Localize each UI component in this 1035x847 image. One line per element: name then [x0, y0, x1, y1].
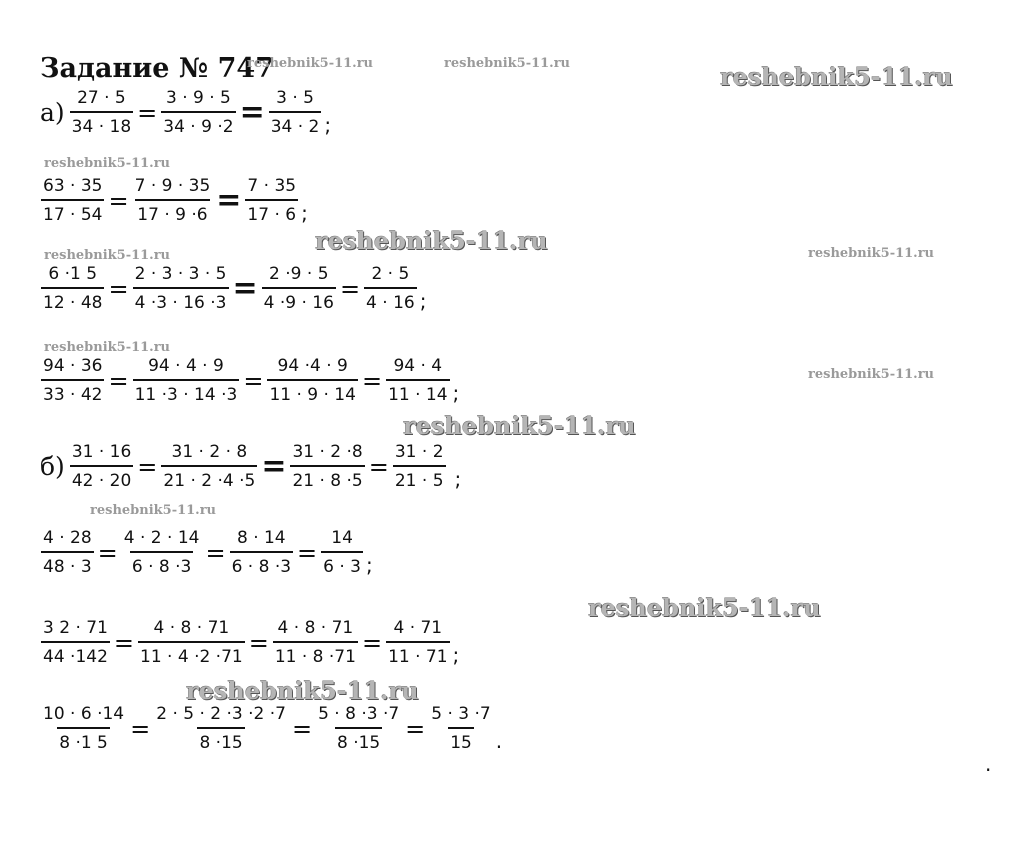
numerator: 94 · 36	[43, 356, 103, 376]
fraction	[272, 618, 359, 667]
numerator: 27 · 5	[77, 88, 126, 108]
denominator: 42 · 20	[70, 465, 133, 491]
denominator: 17 · 9 ·6	[135, 199, 209, 225]
denominator: 11 ·3 · 14 ·3	[133, 379, 240, 405]
fraction	[385, 618, 450, 667]
fraction	[244, 176, 299, 225]
denominator: 17 · 6	[245, 199, 298, 225]
denominator: 4 ·3 · 16 ·3	[133, 287, 229, 313]
denominator: 4 ·9 · 16	[262, 287, 336, 313]
watermark: reshebnik5-11.ru	[808, 367, 935, 382]
numerator: 94 · 4 · 9	[148, 356, 224, 376]
denominator: 6 · 8 ·3	[130, 551, 193, 577]
denominator: 44 ·142	[41, 641, 110, 667]
denominator: 48 · 3	[41, 551, 94, 577]
numerator: 31 · 2 · 8	[171, 442, 248, 462]
equals-sign: =	[361, 628, 383, 657]
watermark: reshebnik5-11.ru	[808, 246, 935, 261]
fraction	[40, 176, 105, 225]
equals-sign: =	[137, 452, 158, 481]
denominator: 15	[448, 727, 474, 753]
numerator: 3 · 5	[276, 88, 314, 108]
numerator: 4 · 8 · 71	[277, 618, 354, 638]
period: .	[495, 729, 503, 753]
denominator: 21 · 2 ·4 ·5	[161, 465, 257, 491]
equals-sign: =	[97, 538, 118, 567]
numerator: 3 2 · 71	[43, 618, 108, 638]
denominator: 12 · 48	[41, 287, 104, 313]
watermark: reshebnik5-11.ru	[44, 248, 171, 263]
fraction	[40, 356, 105, 405]
fraction	[261, 264, 337, 313]
denominator: 34 · 2	[269, 111, 322, 137]
equation-row-b1	[40, 442, 461, 491]
fraction	[132, 264, 230, 313]
numerator: 63 · 35	[43, 176, 103, 196]
fraction	[229, 528, 294, 577]
equals-sign: =	[405, 714, 426, 743]
equals-sign: =	[297, 538, 318, 567]
fraction	[289, 442, 365, 491]
equals-sign: =	[291, 714, 313, 743]
equals-sign: =	[108, 366, 129, 395]
denominator: 11 · 71	[386, 641, 449, 667]
part-b-label: б)	[40, 452, 65, 481]
semicolon: ;	[366, 553, 373, 577]
equation-row-b2	[40, 528, 373, 577]
equals-sign: =	[248, 628, 269, 657]
watermark: reshebnik5-11.ru	[186, 676, 419, 705]
equals-sign: =	[239, 94, 265, 130]
numerator: 2 · 3 · 3 · 5	[134, 264, 227, 284]
numerator: 4 · 71	[393, 618, 443, 638]
denominator: 8 ·15	[197, 727, 244, 753]
equals-sign: =	[261, 448, 287, 484]
fraction	[40, 528, 95, 577]
watermark: reshebnik5-11.ru	[247, 56, 374, 71]
semicolon: ;	[454, 467, 462, 491]
numerator: 4 · 28	[43, 528, 92, 548]
numerator: 5 · 3 ·7	[431, 704, 491, 724]
watermark: reshebnik5-11.ru	[90, 503, 217, 518]
equals-sign: =	[339, 274, 361, 303]
fraction	[160, 88, 236, 137]
fraction	[428, 704, 493, 753]
equation-row-a1	[40, 88, 331, 137]
equals-sign: =	[108, 274, 129, 303]
denominator: 11 · 14	[386, 379, 449, 405]
task-title: Задание № 747	[40, 53, 274, 84]
numerator: 4 · 2 · 14	[123, 528, 200, 548]
fraction	[385, 356, 450, 405]
fraction	[121, 528, 203, 577]
equals-sign: =	[361, 366, 383, 395]
numerator: 94 ·4 · 9	[277, 356, 348, 376]
watermark: reshebnik5-11.ru	[588, 593, 821, 622]
fraction	[160, 442, 258, 491]
numerator: 7 · 9 · 35	[134, 176, 211, 196]
fraction	[363, 264, 418, 313]
denominator: 8 ·1 5	[57, 727, 110, 753]
semicolon: ;	[452, 381, 460, 405]
equals-sign: =	[137, 98, 158, 127]
fraction	[40, 704, 127, 753]
denominator: 11 · 4 ·2 ·71	[138, 641, 245, 667]
denominator: 4 · 16	[364, 287, 417, 313]
watermark: reshebnik5-11.ru	[315, 226, 548, 255]
numerator: 10 · 6 ·14	[43, 704, 125, 724]
numerator: 8 · 14	[236, 528, 286, 548]
equation-row-b3	[40, 618, 459, 667]
denominator: 34 · 9 ·2	[161, 111, 235, 137]
fraction	[40, 618, 111, 667]
numerator: 6 ·1 5	[48, 264, 98, 284]
fraction	[69, 442, 134, 491]
semicolon: ;	[324, 113, 332, 137]
equals-sign: =	[368, 452, 389, 481]
watermark: reshebnik5-11.ru	[44, 156, 171, 171]
numerator: 4 · 8 · 71	[153, 618, 230, 638]
denominator: 6 · 8 ·3	[230, 551, 293, 577]
fraction	[266, 356, 359, 405]
fraction	[315, 704, 402, 753]
watermark: reshebnik5-11.ru	[44, 340, 171, 355]
fraction	[268, 88, 323, 137]
fraction	[132, 176, 214, 225]
fraction	[132, 356, 241, 405]
denominator: 8 ·15	[335, 727, 382, 753]
part-a-label: а)	[40, 98, 65, 127]
numerator: 31 · 2	[394, 442, 444, 462]
stray-dot: .	[985, 752, 992, 776]
denominator: 6 · 3	[321, 551, 363, 577]
fraction	[153, 704, 289, 753]
fraction	[40, 264, 105, 313]
semicolon: ;	[419, 289, 427, 313]
equals-sign: =	[113, 628, 134, 657]
equals-sign: =	[130, 714, 151, 743]
equation-row-a4	[40, 356, 459, 405]
numerator: 3 · 9 · 5	[165, 88, 231, 108]
fraction	[392, 442, 447, 491]
semicolon: ;	[452, 643, 460, 667]
numerator: 2 · 5	[371, 264, 410, 284]
watermark: reshebnik5-11.ru	[403, 411, 636, 440]
numerator: 14	[331, 528, 353, 548]
equation-row-b4	[40, 704, 502, 753]
numerator: 2 ·9 · 5	[269, 264, 329, 284]
watermark: reshebnik5-11.ru	[720, 62, 953, 91]
equals-sign: =	[243, 366, 264, 395]
numerator: 5 · 8 ·3 ·7	[318, 704, 400, 724]
fraction	[137, 618, 246, 667]
denominator: 11 · 8 ·71	[273, 641, 358, 667]
numerator: 31 · 2 ·8	[292, 442, 363, 462]
numerator: 7 · 35	[247, 176, 297, 196]
denominator: 17 · 54	[41, 199, 104, 225]
equals-sign: =	[216, 182, 242, 218]
numerator: 94 · 4	[393, 356, 443, 376]
equals-sign: =	[232, 270, 258, 306]
fraction	[320, 528, 364, 577]
semicolon: ;	[301, 201, 308, 225]
denominator: 11 · 9 · 14	[267, 379, 358, 405]
denominator: 33 · 42	[41, 379, 104, 405]
denominator: 21 · 8 ·5	[290, 465, 364, 491]
equation-row-a2	[40, 176, 308, 225]
equals-sign: =	[108, 186, 129, 215]
equation-row-a3	[40, 264, 426, 313]
numerator: 31 · 16	[71, 442, 132, 462]
fraction	[69, 88, 134, 137]
denominator: 34 · 18	[70, 111, 133, 137]
numerator: 2 · 5 · 2 ·3 ·2 ·7	[156, 704, 286, 724]
equals-sign: =	[205, 538, 226, 567]
denominator: 21 · 5	[393, 465, 446, 491]
watermark: reshebnik5-11.ru	[444, 56, 571, 71]
